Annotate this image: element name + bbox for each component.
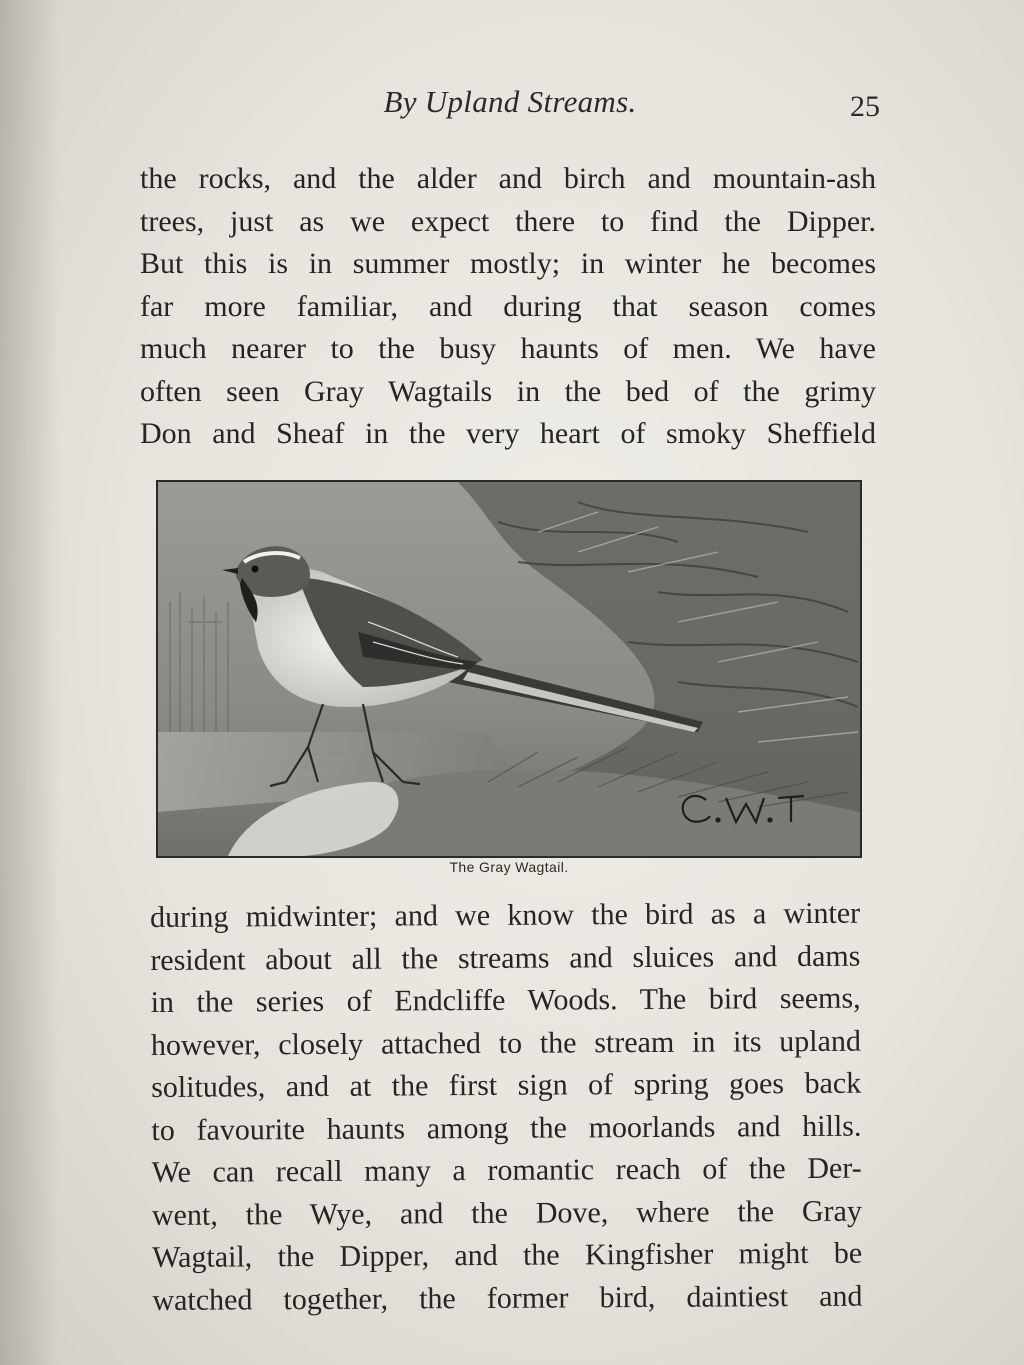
- text-line: solitudes, and at the first sign of spring goes back: [151, 1066, 862, 1104]
- text-line: We can recall many a romantic reach of the Der-: [151, 1151, 862, 1189]
- text-line: however, closely attached to the stream in its upland: [150, 1024, 861, 1062]
- body-text-bottom: [150, 893, 863, 1322]
- running-head: [140, 84, 880, 134]
- text-line: during midwinter; and we know the bird as a winter: [150, 896, 861, 934]
- text-line: went, the Wye, and the Dove, where the Gray: [151, 1194, 863, 1232]
- text-line: in the series of Endcliffe Woods. The bird seems,: [150, 981, 861, 1019]
- text-line: Don and Sheaf in the very heart of smoky Sheffield: [140, 417, 876, 450]
- text-line: the rocks, and the alder and birch and mountain-ash: [140, 162, 876, 195]
- text-line: But this is in summer mostly; in winter he becomes: [140, 247, 876, 280]
- gutter-shadow: [0, 0, 60, 1365]
- text-line: often seen Gray Wagtails in the bed of the grimy: [140, 374, 876, 408]
- text-line: trees, just as we expect there to find the Dipper.: [140, 204, 876, 238]
- text-line: Wagtail, the Dipper, and the Kingfisher might be: [152, 1236, 863, 1274]
- wagtail-illustration: [156, 480, 862, 858]
- body-text-top: [140, 158, 876, 456]
- text-line: far more familiar, and during that season comes: [140, 289, 876, 323]
- page-number: 25: [850, 90, 880, 123]
- running-head-title: By Upland Streams.: [383, 84, 637, 119]
- text-line: watched together, the former bird, daintiest and: [152, 1279, 863, 1317]
- figure-caption: The Gray Wagtail.: [449, 859, 569, 875]
- text-line: resident about all the streams and sluices and dams: [150, 939, 861, 977]
- text-line: to favourite haunts among the moorlands and hills.: [151, 1109, 862, 1147]
- text-line: much nearer to the busy haunts of men. We have: [140, 332, 876, 365]
